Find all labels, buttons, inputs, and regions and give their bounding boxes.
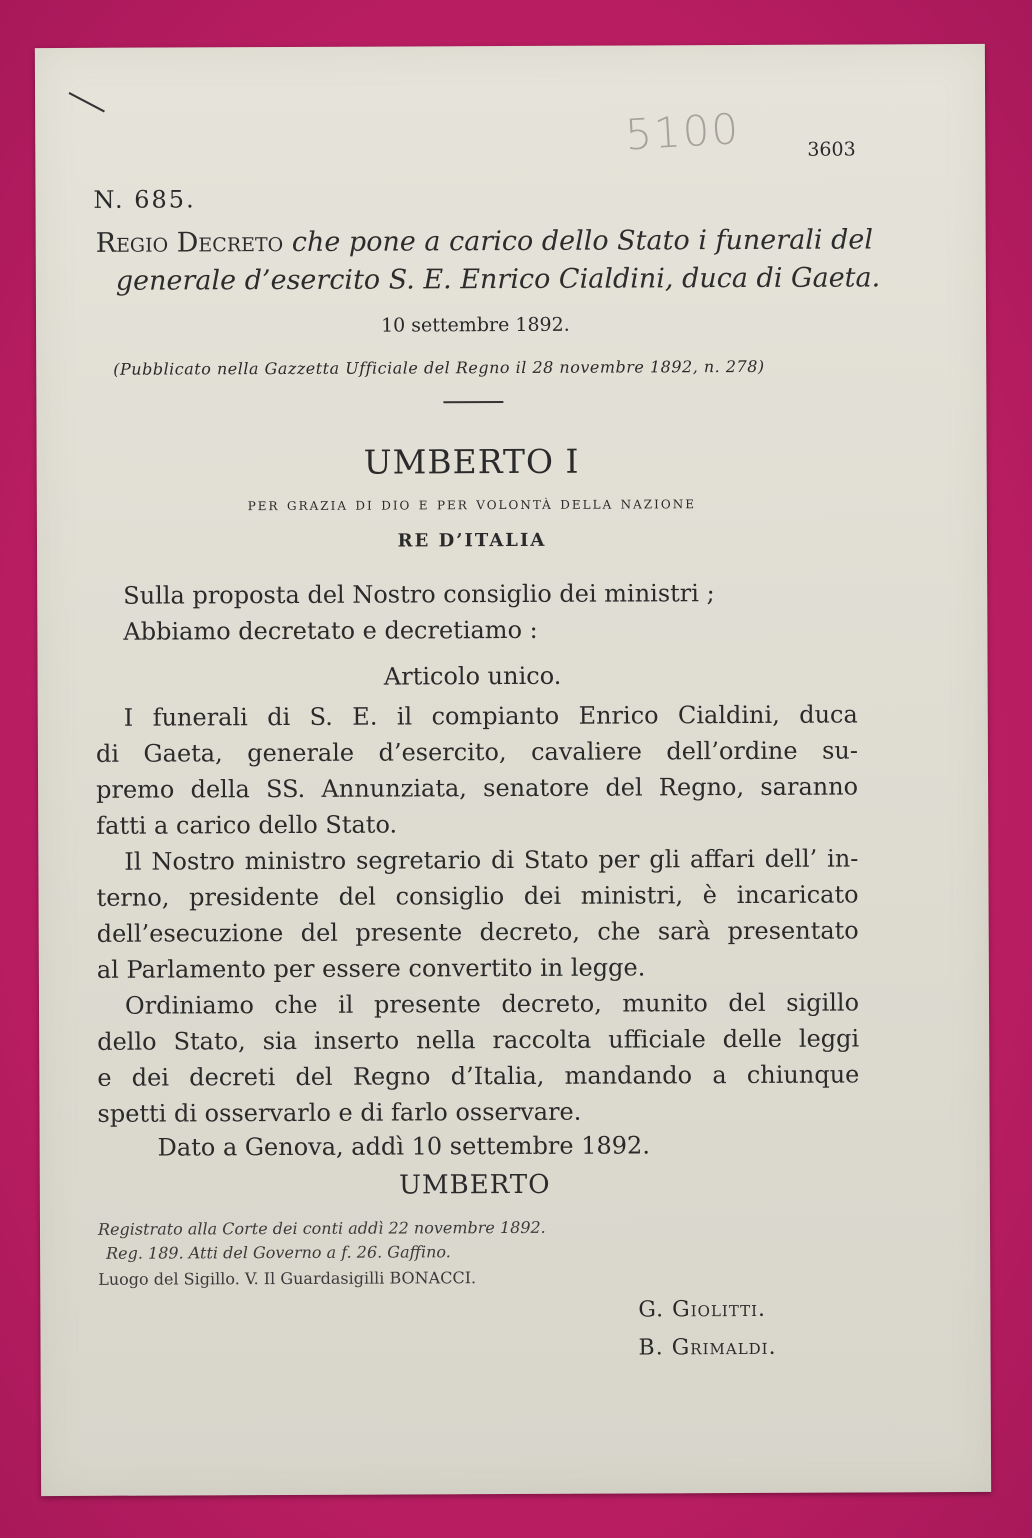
paragraph-line: dello Stato, sia inserto nella raccolta ufficiale delle leggi: [97, 1024, 860, 1056]
pencil-note: 5100: [623, 104, 742, 160]
paragraph-line: dell’esecuzione del presente decreto, che sarà presentato: [96, 916, 859, 948]
given-at: Dato a Genova, addì 10 settembre 1892.: [157, 1131, 650, 1162]
decree-number: N. 685.: [93, 185, 196, 214]
decree-date: 10 settembre 1892.: [381, 313, 570, 337]
article-heading: Articolo unico.: [383, 661, 562, 691]
king-grace: per grazia di dio e per volontà della nazione: [247, 493, 697, 516]
publication-note: (Pubblicato nella Gazzetta Ufficiale del Regno il 28 novembre 1892, n. 278): [113, 356, 765, 379]
decree-title-prefix: Regio Decreto: [95, 226, 284, 259]
paragraph-line: al Parlamento per essere convertito in legge.: [96, 953, 646, 984]
preamble-line: Sulla proposta del Nostro consiglio dei ministri ;: [123, 579, 715, 610]
minister-signature: G. Giolitti.: [638, 1296, 767, 1323]
decree-title-line-1: [96, 224, 873, 258]
paragraph-line: Ordiniamo che il presente decreto, munito del sigillo: [124, 988, 860, 1020]
king-name: UMBERTO I: [363, 441, 580, 482]
paragraph-line: terno, presidente del consiglio dei ministri, è incaricato: [96, 880, 859, 912]
paragraph-line: premo della SS. Annunziata, senatore del Regno, saranno: [96, 772, 859, 804]
minister-signature: B. Grimaldi.: [638, 1334, 777, 1361]
pen-mark: [69, 92, 105, 112]
decree-title-line-2: generale d’esercito S. E. Enrico Cialdini, duca di Gaeta.: [115, 262, 881, 297]
paragraph-line: Il Nostro ministro segretario di Stato per gli affari dell’ in-: [124, 844, 859, 876]
paragraph-line: di Gaeta, generale d’esercito, cavaliere dell’ordine su-: [95, 736, 858, 768]
page-number: 3603: [807, 138, 856, 161]
king-title: RE D’ITALIA: [397, 529, 547, 552]
paragraph-line: I funerali di S. E. il compianto Enrico Cialdini, duca: [123, 700, 858, 732]
registration-line: Reg. 189. Atti del Governo a f. 26. Gaffino.: [106, 1242, 451, 1263]
king-signature: UMBERTO: [399, 1169, 551, 1201]
decree-title-rest: che pone a carico dello Stato i funerali del: [291, 224, 874, 258]
document-page: [35, 44, 991, 1496]
paragraph-line: fatti a carico dello Stato.: [96, 810, 398, 840]
registration-line: Luogo del Sigillo. V. Il Guardasigilli BONACCI.: [98, 1268, 477, 1289]
separator-rule: [443, 401, 503, 403]
paragraph-line: spetti di osservarlo e di farlo osservare.: [97, 1097, 582, 1128]
registration-line: Registrato alla Corte dei conti addì 22 novembre 1892.: [97, 1217, 546, 1239]
paragraph-line: e dei decreti del Regno d’Italia, mandando a chiunque: [97, 1060, 860, 1092]
preamble-line: Abbiamo decretato e decretiamo :: [123, 615, 538, 646]
